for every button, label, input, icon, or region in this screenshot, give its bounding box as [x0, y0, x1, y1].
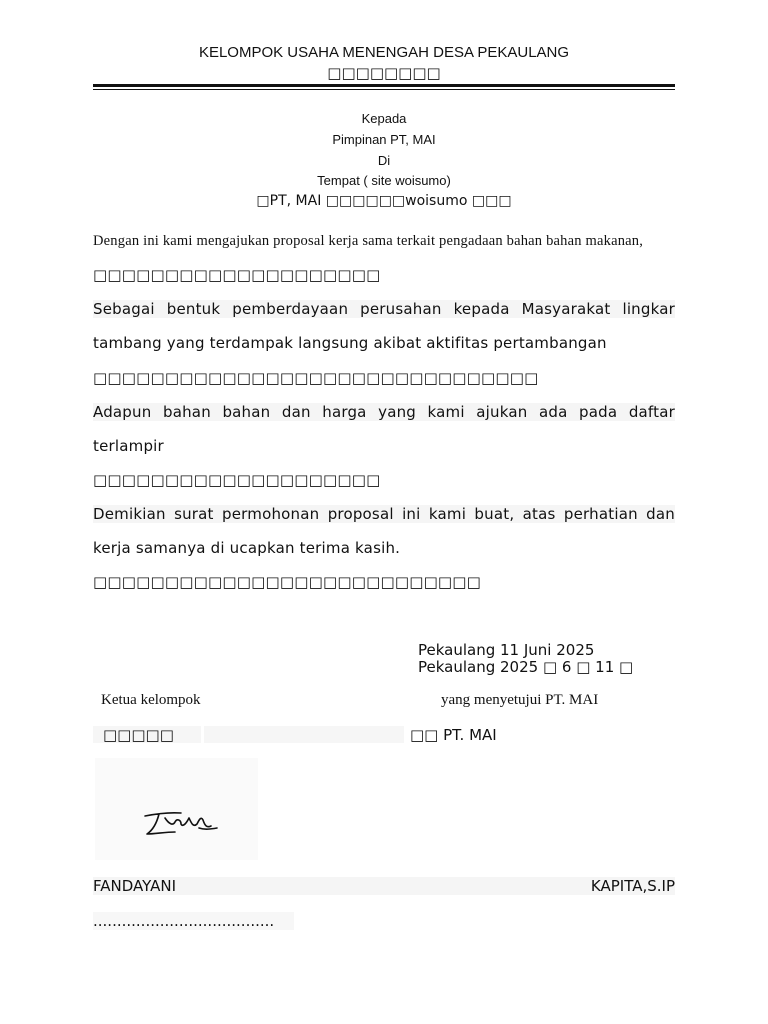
paragraph-2-line-1: Adapun bahan bahan dan harga yang kami ajukan ada pada daftar [93, 403, 675, 421]
letterhead-rule-thick [93, 84, 675, 87]
paragraph-3-translation: □□□□□□□□□□□□□□□□□□□□□□□□□□□ [93, 573, 482, 591]
letter-date: Pekaulang 11 Juni 2025 [418, 641, 595, 659]
paragraph-3-line-2: kerja samanya di ucapkan terima kasih. [93, 539, 401, 557]
left-signatory-label: Ketua kelompok [101, 692, 201, 708]
letterhead-title: KELOMPOK USAHA MENENGAH DESA PEKAULANG [198, 44, 570, 61]
letterhead-translation: □□□□□□□□ [327, 64, 441, 82]
address-to: Kepada [361, 111, 407, 126]
left-signatory-translation: □□□□□ [103, 726, 174, 744]
signature-image [95, 758, 258, 860]
left-signatory-name: FANDAYANI [93, 877, 177, 895]
address-di: Di [377, 153, 391, 168]
right-signatory-name: KAPITA,S.IP [590, 877, 675, 895]
intro-translation: □□□□□□□□□□□□□□□□□□□□ [93, 266, 381, 284]
letter-date-translation: Pekaulang 2025 □ 6 □ 11 □ [418, 658, 634, 676]
signature-dots-line: ...................................... [93, 912, 294, 930]
letterhead-rule-thin [93, 89, 675, 90]
intro-text: Dengan ini kami mengajukan proposal kerja sama terkait pengadaan bahan bahan makanan, [93, 233, 644, 249]
address-recipient: Pimpinan PT, MAI [332, 132, 436, 147]
paragraph-1-translation: □□□□□□□□□□□□□□□□□□□□□□□□□□□□□□□ [93, 369, 539, 387]
address-translation: □PT, MAI □□□□□□woisumo □□□ [256, 193, 512, 209]
paragraph-3-line-1: Demikian surat permohonan proposal ini kami buat, atas perhatian dan [93, 505, 675, 523]
address-place: Tempat ( site woisumo) [317, 173, 451, 188]
paragraph-2-translation: □□□□□□□□□□□□□□□□□□□□ [93, 471, 381, 489]
right-signatory-label: yang menyetujui PT. MAI [441, 692, 599, 708]
paragraph-1-line-1: Sebagai bentuk pemberdayaan perusahan kepada Masyarakat lingkar [93, 300, 675, 318]
signature-scribble-icon [95, 758, 258, 860]
paragraph-2-line-2: terlampir [93, 437, 164, 455]
signatory-names-row [93, 877, 675, 895]
paragraph-1-line-2: tambang yang terdampak langsung akibat aktifitas pertambangan [93, 334, 607, 352]
center-shade [204, 726, 404, 743]
right-signatory-translation: □□ PT. MAI [410, 726, 497, 744]
